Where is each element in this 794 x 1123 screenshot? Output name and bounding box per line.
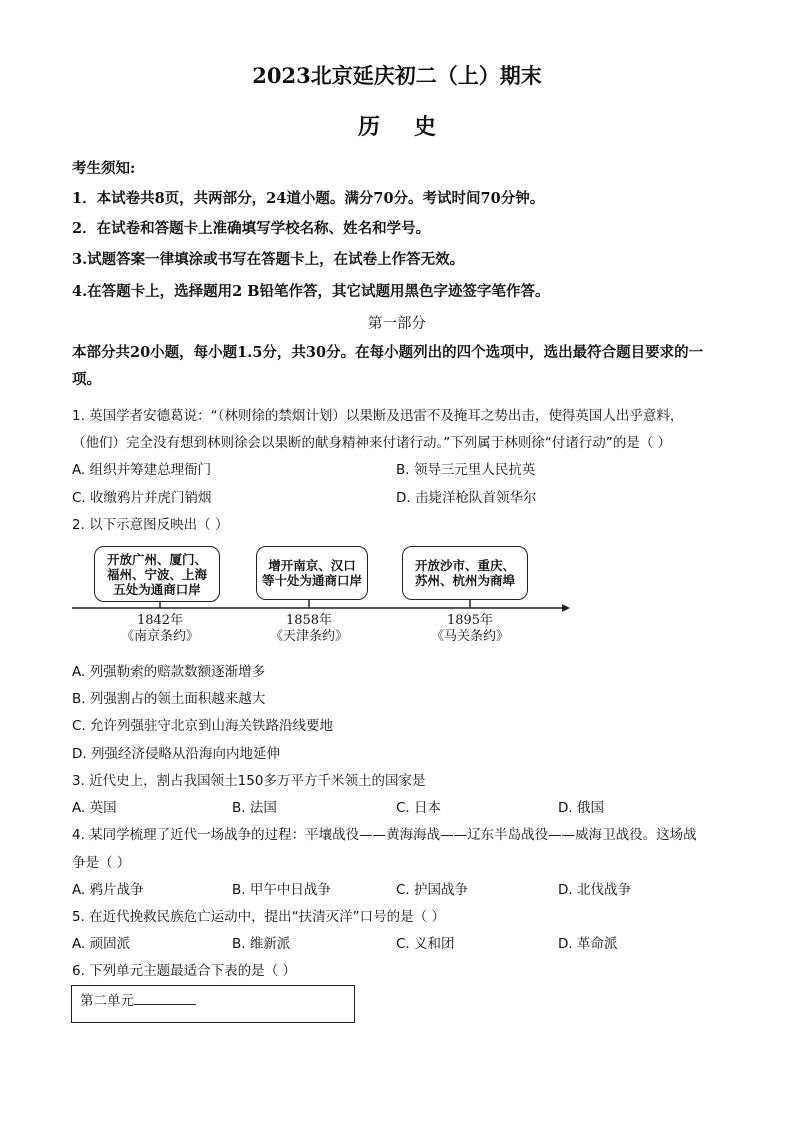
- question-2-option-a: A. 列强勒索的赔款数额逐渐增多: [72, 664, 266, 680]
- timeline-date-1895: [405, 613, 535, 645]
- timeline-box-1858-line-1: 增开南京、汉口: [268, 558, 356, 573]
- timeline-box-1895-line-2: 苏州、杭州为商埠: [414, 573, 515, 588]
- timeline-box-1842-line-2: 福州、宁波、上海: [106, 566, 207, 582]
- question-5-option-a: A. 顽固派: [72, 936, 131, 952]
- question-6-table: [71, 985, 355, 1023]
- question-3-option-b: B. 法国: [232, 800, 277, 816]
- question-5-stem: 5. 在近代挽救民族危亡运动中，提出“扶清灭洋”口号的是（ ）: [72, 909, 445, 925]
- timeline-treaty-tianjin: 《天津条约》: [269, 629, 348, 644]
- question-1-option-d: D. 击毙洋枪队首领华尔: [396, 490, 537, 506]
- question-3-stem: 3. 近代史上，割占我国领土150多万平方千米领土的国家是: [72, 773, 426, 789]
- timeline-treaty-maguan: 《马关条约》: [430, 629, 509, 644]
- question-4-option-b: B. 甲午中日战争: [232, 882, 331, 898]
- timeline-year-1842: 1842年: [136, 613, 184, 628]
- notice-item-2: 2．在试卷和答题卡上准确填写学校名称、姓名和学号。: [72, 220, 431, 237]
- timeline-box-1895: [402, 546, 528, 600]
- timeline-box-1842: [94, 546, 220, 602]
- timeline-box-1858: [256, 546, 368, 600]
- question-2-option-b: B. 列强割占的领土面积越来越大: [72, 691, 266, 707]
- notice-item-1: 1．本试卷共8页，共两部分，24道小题。满分70分。考试时间70分钟。: [72, 190, 545, 207]
- question-2-option-c: C. 允许列强驻守北京到山海关铁路沿线要地: [72, 718, 334, 734]
- timeline-box-1842-line-1: 开放广州、厦门、: [106, 551, 207, 567]
- question-1-option-a: A. 组织并筹建总理衙门: [72, 462, 212, 478]
- question-6-table-blank: [134, 990, 196, 1005]
- timeline-date-1842: [95, 613, 225, 645]
- question-5-option-c: C. 义和团: [396, 936, 455, 952]
- question-6-table-label: 第二单元: [80, 993, 134, 1009]
- timeline-year-1858: 1858年: [285, 613, 333, 628]
- timeline-box-1842-line-3: 五处为通商口岸: [113, 581, 201, 597]
- timeline-box-1858-line-2: 等十处为通商口岸: [261, 573, 362, 588]
- timeline-treaty-nanjing: 《南京条约》: [120, 629, 199, 644]
- question-1-option-b: B. 领导三元里人民抗英: [396, 462, 536, 478]
- notice-heading: 考生须知:: [72, 160, 136, 177]
- question-1-line-1: 1. 英国学者安德葛说：“（林则徐的禁烟计划）以果断及迅雷不及掩耳之势出击，使得英国人出乎意料，: [72, 408, 684, 424]
- timeline-date-1858: [244, 613, 374, 645]
- question-1-option-c: C. 收缴鸦片并虎门销烟: [72, 490, 212, 506]
- question-4-line-2: 争是（ ）: [72, 855, 131, 871]
- question-4-option-a: A. 鸦片战争: [72, 882, 144, 898]
- page-title: 2023北京延庆初二（上）期末: [252, 63, 542, 88]
- notice-item-3: 3.试题答案一律填涂或书写在答题卡上，在试卷上作答无效。: [72, 251, 465, 268]
- question-6-stem: 6. 下列单元主题最适合下表的是（ ）: [72, 963, 296, 979]
- timeline-box-1895-line-1: 开放沙市、重庆、: [414, 558, 515, 573]
- notice-item-4: 4.在答题卡上，选择题用2 B铅笔作答，其它试题用黑色字迹签字笔作答。: [72, 283, 550, 300]
- question-2-option-d: D. 列强经济侵略从沿海向内地延伸: [72, 746, 280, 762]
- timeline-year-1895: 1895年: [446, 613, 494, 628]
- question-4-option-d: D. 北伐战争: [558, 882, 631, 898]
- question-5-option-b: B. 维新派: [232, 936, 291, 952]
- part-one-title: 第一部分: [368, 316, 426, 332]
- treaty-timeline-diagram: [72, 540, 582, 650]
- question-3-option-c: C. 日本: [396, 800, 442, 816]
- question-5-option-d: D. 革命派: [558, 936, 618, 952]
- question-1-line-2: （他们）完全没有想到林则徐会以果断的献身精神来付诸行动。”下列属于林则徐“付诸行动”的是（ ）: [72, 435, 672, 451]
- part-one-intro: 本部分共20小题，每小题1.5分，共30分。在每小题列出的四个选项中，选出最符合题目要求的一项。: [72, 344, 704, 388]
- question-4-line-1: 4. 某同学梳理了近代一场战争的过程：平壤战役——黄海海战——辽东半岛战役——威海卫战役。这场战: [72, 827, 697, 843]
- subject-title: 历史: [357, 114, 470, 140]
- question-3-option-a: A. 英国: [72, 800, 117, 816]
- question-4-option-c: C. 护国战争: [396, 882, 469, 898]
- question-2-stem: 2. 以下示意图反映出（ ）: [72, 517, 229, 533]
- question-3-option-d: D. 俄国: [558, 800, 604, 816]
